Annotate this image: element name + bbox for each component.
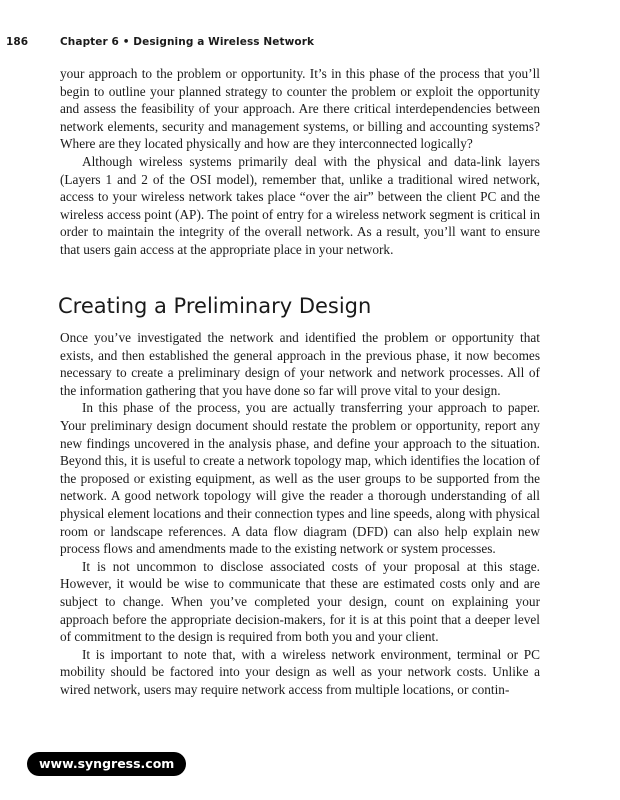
paragraph: your approach to the problem or opportunity. It’s in this phase of the process that you’ll begin to outline your planned strategy to counter the problem or exploit the opportunity and assess the feasibility of your approach. Are there critical interdependencies between network elements, security and management systems, or billing and accounting systems? Where are they located physically and how are they interconnected logically? [60,66,540,152]
paragraph: It is important to note that, with a wireless network environment, terminal or PC mobility should be factored into your design as well as your network costs. Unlike a wired network, users may require network access from multiple locations, or contin- [60,646,540,697]
paragraph: It is not uncommon to disclose associated costs of your proposal at this stage. However, it would be wise to communicate that these are estimated costs only and are subject to change. When you’ve completed your design, count on explaining your approach before the appropriate decision-makers, for it is at this point that a deeper level of commitment to the design is required from both you and your client. [60,558,540,645]
page-number: 186 [6,36,29,48]
section-text [60,329,540,698]
paragraph: Although wireless systems primarily deal with the physical and data-link layers (Layers 1 and 2 of the OSI model), remember that, unlike a traditional wired network, access to your wireless network takes place “over the air” between the client PC and the wireless access point (AP). The point of entry for a wireless network segment is critical in order to maintain the integrity of the overall network. As a result, you’ll want to ensure that users gain access at the appropriate place in your network. [60,153,540,257]
publisher-url-badge: www.syngress.com [27,752,186,776]
section-heading: Creating a Preliminary Design [58,294,372,318]
paragraph: Once you’ve investigated the network and identified the problem or opportunity that exists, and then established the general approach in the previous phase, it now becomes necessary to create a preliminary design of your network and network processes. All of the information gathering that you have done so far will prove vital to your design. [60,330,540,398]
paragraph: In this phase of the process, you are actually transferring your approach to paper. Your preliminary design document should restate the problem or opportunity, report any new findings uncovered in the analysis phase, and define your approach to the situation. Beyond this, it is useful to create a network topology map, which identifies the location of the proposed or existing equipment, as well as the user groups to be supported from the network. A good network topology will give the reader a thorough understanding of all physical element locations and their connection types and line speeds, along with physical room or landscape references. A data flow diagram (DFD) can also help explain new process flows and amendments made to the existing network or system processes. [60,400,540,557]
intro-text [60,65,540,259]
running-head [6,36,314,48]
chapter-title: Chapter 6 • Designing a Wireless Network [60,36,315,48]
